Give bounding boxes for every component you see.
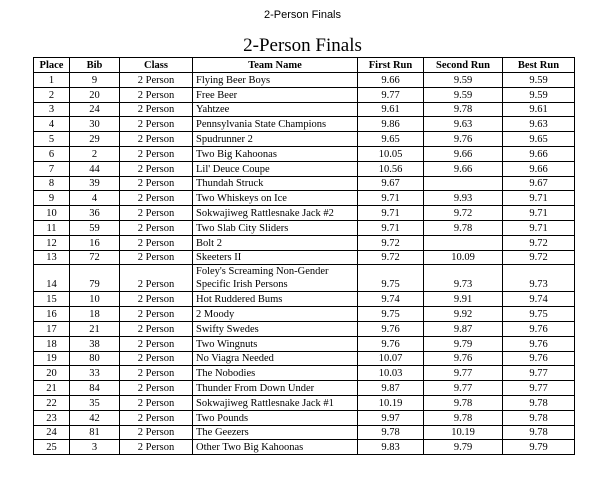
cell-place: 6	[34, 146, 70, 161]
cell-first-run: 9.71	[358, 206, 424, 221]
cell-place: 24	[34, 425, 70, 440]
table-row	[34, 191, 575, 206]
cell-bib: 2	[70, 146, 120, 161]
cell-place: 25	[34, 440, 70, 455]
cell-team-name: Skeeters II	[193, 250, 358, 265]
column-header-first-run: First Run	[358, 58, 424, 73]
cell-place: 20	[34, 366, 70, 381]
cell-class: 2 Person	[120, 381, 193, 396]
column-header-team-name: Team Name	[193, 58, 358, 73]
cell-best-run: 9.78	[503, 425, 575, 440]
cell-place: 5	[34, 132, 70, 147]
cell-bib: 80	[70, 351, 120, 366]
cell-bib: 9	[70, 73, 120, 88]
cell-first-run: 9.76	[358, 321, 424, 336]
table-row	[34, 410, 575, 425]
table-row	[34, 117, 575, 132]
cell-class: 2 Person	[120, 132, 193, 147]
cell-first-run: 9.76	[358, 336, 424, 351]
cell-second-run: 9.77	[424, 366, 503, 381]
table-row	[34, 220, 575, 235]
cell-class: 2 Person	[120, 87, 193, 102]
cell-class: 2 Person	[120, 351, 193, 366]
cell-first-run: 9.72	[358, 235, 424, 250]
cell-team-name: Thunder From Down Under	[193, 381, 358, 396]
cell-place: 13	[34, 250, 70, 265]
cell-second-run: 9.87	[424, 321, 503, 336]
cell-first-run: 9.78	[358, 425, 424, 440]
cell-best-run: 9.78	[503, 410, 575, 425]
cell-team-name: Thundah Struck	[193, 176, 358, 191]
cell-place: 1	[34, 73, 70, 88]
cell-first-run: 9.65	[358, 132, 424, 147]
cell-team-name: Sokwajiweg Rattlesnake Jack #2	[193, 206, 358, 221]
cell-class: 2 Person	[120, 292, 193, 307]
cell-best-run: 9.59	[503, 73, 575, 88]
cell-second-run: 9.77	[424, 381, 503, 396]
cell-place: 17	[34, 321, 70, 336]
cell-class: 2 Person	[120, 206, 193, 221]
cell-place: 12	[34, 235, 70, 250]
cell-team-name: Two Whiskeys on Ice	[193, 191, 358, 206]
table-body	[34, 73, 575, 455]
cell-bib: 59	[70, 220, 120, 235]
table-row	[34, 206, 575, 221]
cell-place: 23	[34, 410, 70, 425]
cell-class: 2 Person	[120, 235, 193, 250]
cell-team-name: Bolt 2	[193, 235, 358, 250]
document-title: 2-Person Finals	[243, 35, 362, 56]
cell-first-run: 9.72	[358, 250, 424, 265]
results-table	[33, 57, 575, 455]
cell-place: 19	[34, 351, 70, 366]
cell-bib: 29	[70, 132, 120, 147]
cell-best-run: 9.66	[503, 146, 575, 161]
cell-best-run: 9.67	[503, 176, 575, 191]
cell-class: 2 Person	[120, 440, 193, 455]
cell-second-run: 9.78	[424, 395, 503, 410]
cell-first-run: 10.05	[358, 146, 424, 161]
cell-class: 2 Person	[120, 161, 193, 176]
cell-bib: 4	[70, 191, 120, 206]
table-row	[34, 395, 575, 410]
cell-team-name: Pennsylvania State Champions	[193, 117, 358, 132]
cell-second-run: 9.63	[424, 117, 503, 132]
table-row	[34, 381, 575, 396]
cell-second-run: 10.19	[424, 425, 503, 440]
cell-class: 2 Person	[120, 336, 193, 351]
cell-second-run: 9.91	[424, 292, 503, 307]
cell-best-run: 9.59	[503, 87, 575, 102]
cell-second-run: 9.93	[424, 191, 503, 206]
cell-bib: 84	[70, 381, 120, 396]
cell-place: 7	[34, 161, 70, 176]
cell-best-run: 9.74	[503, 292, 575, 307]
cell-first-run: 9.87	[358, 381, 424, 396]
column-header-place: Place	[34, 58, 70, 73]
cell-team-name: The Nobodies	[193, 366, 358, 381]
cell-best-run: 9.77	[503, 366, 575, 381]
cell-class: 2 Person	[120, 146, 193, 161]
cell-best-run: 9.72	[503, 250, 575, 265]
cell-first-run: 9.97	[358, 410, 424, 425]
cell-bib: 44	[70, 161, 120, 176]
cell-place: 9	[34, 191, 70, 206]
cell-bib: 79	[70, 265, 120, 292]
cell-bib: 39	[70, 176, 120, 191]
cell-bib: 16	[70, 235, 120, 250]
cell-bib: 42	[70, 410, 120, 425]
cell-best-run: 9.77	[503, 381, 575, 396]
cell-team-name: Yahtzee	[193, 102, 358, 117]
page-header: 2-Person Finals	[263, 9, 342, 21]
table-row	[34, 351, 575, 366]
cell-first-run: 9.75	[358, 307, 424, 322]
table-row	[34, 250, 575, 265]
cell-second-run	[424, 235, 503, 250]
cell-second-run: 9.66	[424, 146, 503, 161]
cell-team-name: Two Wingnuts	[193, 336, 358, 351]
cell-best-run: 9.66	[503, 161, 575, 176]
table-row	[34, 292, 575, 307]
cell-best-run: 9.76	[503, 321, 575, 336]
cell-place: 21	[34, 381, 70, 396]
cell-second-run: 9.78	[424, 220, 503, 235]
cell-first-run: 10.03	[358, 366, 424, 381]
cell-first-run: 10.56	[358, 161, 424, 176]
table-row	[34, 425, 575, 440]
cell-place: 14	[34, 265, 70, 292]
table-row	[34, 161, 575, 176]
cell-bib: 10	[70, 292, 120, 307]
table-row	[34, 176, 575, 191]
column-header-class: Class	[120, 58, 193, 73]
cell-place: 8	[34, 176, 70, 191]
cell-second-run: 9.59	[424, 73, 503, 88]
cell-first-run: 9.75	[358, 265, 424, 292]
table-row	[34, 87, 575, 102]
cell-class: 2 Person	[120, 425, 193, 440]
cell-class: 2 Person	[120, 250, 193, 265]
cell-first-run: 9.66	[358, 73, 424, 88]
table-header	[34, 58, 575, 73]
cell-class: 2 Person	[120, 410, 193, 425]
cell-bib: 24	[70, 102, 120, 117]
cell-best-run: 9.76	[503, 351, 575, 366]
cell-place: 22	[34, 395, 70, 410]
cell-place: 16	[34, 307, 70, 322]
cell-second-run: 9.73	[424, 265, 503, 292]
cell-second-run: 9.79	[424, 440, 503, 455]
cell-class: 2 Person	[120, 307, 193, 322]
cell-team-name: No Viagra Needed	[193, 351, 358, 366]
cell-best-run: 9.72	[503, 235, 575, 250]
table-row	[34, 73, 575, 88]
cell-bib: 35	[70, 395, 120, 410]
cell-class: 2 Person	[120, 366, 193, 381]
cell-best-run: 9.71	[503, 220, 575, 235]
cell-team-name: Flying Beer Boys	[193, 73, 358, 88]
cell-second-run: 9.78	[424, 410, 503, 425]
cell-team-name: 2 Moody	[193, 307, 358, 322]
cell-class: 2 Person	[120, 220, 193, 235]
cell-team-name: Foley's Screaming Non-Gender Specific Irish Persons	[193, 265, 358, 292]
cell-team-name: The Geezers	[193, 425, 358, 440]
cell-best-run: 9.75	[503, 307, 575, 322]
cell-first-run: 10.19	[358, 395, 424, 410]
cell-place: 11	[34, 220, 70, 235]
table-row	[34, 440, 575, 455]
cell-first-run: 9.86	[358, 117, 424, 132]
cell-class: 2 Person	[120, 395, 193, 410]
cell-best-run: 9.71	[503, 206, 575, 221]
cell-second-run: 9.59	[424, 87, 503, 102]
cell-bib: 3	[70, 440, 120, 455]
cell-team-name: Two Slab City Sliders	[193, 220, 358, 235]
cell-bib: 36	[70, 206, 120, 221]
cell-team-name: Sokwajiweg Rattlesnake Jack #1	[193, 395, 358, 410]
table-row	[34, 146, 575, 161]
cell-place: 18	[34, 336, 70, 351]
cell-team-name: Lil' Deuce Coupe	[193, 161, 358, 176]
cell-team-name: Two Pounds	[193, 410, 358, 425]
cell-class: 2 Person	[120, 191, 193, 206]
cell-team-name: Spudrunner 2	[193, 132, 358, 147]
table-row	[34, 336, 575, 351]
cell-bib: 72	[70, 250, 120, 265]
cell-class: 2 Person	[120, 73, 193, 88]
table-row	[34, 321, 575, 336]
table-row	[34, 307, 575, 322]
table-row	[34, 132, 575, 147]
cell-second-run: 10.09	[424, 250, 503, 265]
cell-first-run: 9.67	[358, 176, 424, 191]
cell-second-run	[424, 176, 503, 191]
cell-team-name: Swifty Swedes	[193, 321, 358, 336]
cell-team-name: Two Big Kahoonas	[193, 146, 358, 161]
cell-place: 3	[34, 102, 70, 117]
cell-best-run: 9.65	[503, 132, 575, 147]
cell-best-run: 9.71	[503, 191, 575, 206]
header-row	[34, 58, 575, 73]
cell-bib: 21	[70, 321, 120, 336]
cell-class: 2 Person	[120, 117, 193, 132]
cell-place: 10	[34, 206, 70, 221]
cell-place: 2	[34, 87, 70, 102]
cell-bib: 30	[70, 117, 120, 132]
cell-bib: 18	[70, 307, 120, 322]
column-header-second-run: Second Run	[424, 58, 503, 73]
cell-second-run: 9.66	[424, 161, 503, 176]
cell-best-run: 9.61	[503, 102, 575, 117]
cell-team-name: Free Beer	[193, 87, 358, 102]
cell-best-run: 9.73	[503, 265, 575, 292]
cell-bib: 81	[70, 425, 120, 440]
cell-class: 2 Person	[120, 102, 193, 117]
cell-first-run: 10.07	[358, 351, 424, 366]
cell-second-run: 9.76	[424, 351, 503, 366]
cell-second-run: 9.78	[424, 102, 503, 117]
cell-place: 4	[34, 117, 70, 132]
cell-team-name: Other Two Big Kahoonas	[193, 440, 358, 455]
cell-first-run: 9.83	[358, 440, 424, 455]
cell-second-run: 9.76	[424, 132, 503, 147]
cell-first-run: 9.74	[358, 292, 424, 307]
column-header-bib: Bib	[70, 58, 120, 73]
cell-second-run: 9.72	[424, 206, 503, 221]
cell-second-run: 9.79	[424, 336, 503, 351]
cell-second-run: 9.92	[424, 307, 503, 322]
cell-first-run: 9.71	[358, 191, 424, 206]
cell-first-run: 9.77	[358, 87, 424, 102]
cell-first-run: 9.61	[358, 102, 424, 117]
cell-class: 2 Person	[120, 265, 193, 292]
table-row	[34, 265, 575, 292]
table-row	[34, 102, 575, 117]
cell-first-run: 9.71	[358, 220, 424, 235]
table-row	[34, 235, 575, 250]
cell-team-name: Hot Ruddered Bums	[193, 292, 358, 307]
cell-place: 15	[34, 292, 70, 307]
table-row	[34, 366, 575, 381]
cell-best-run: 9.78	[503, 395, 575, 410]
cell-class: 2 Person	[120, 321, 193, 336]
cell-bib: 33	[70, 366, 120, 381]
cell-bib: 20	[70, 87, 120, 102]
cell-best-run: 9.63	[503, 117, 575, 132]
cell-class: 2 Person	[120, 176, 193, 191]
cell-bib: 38	[70, 336, 120, 351]
column-header-best-run: Best Run	[503, 58, 575, 73]
cell-best-run: 9.79	[503, 440, 575, 455]
cell-best-run: 9.76	[503, 336, 575, 351]
